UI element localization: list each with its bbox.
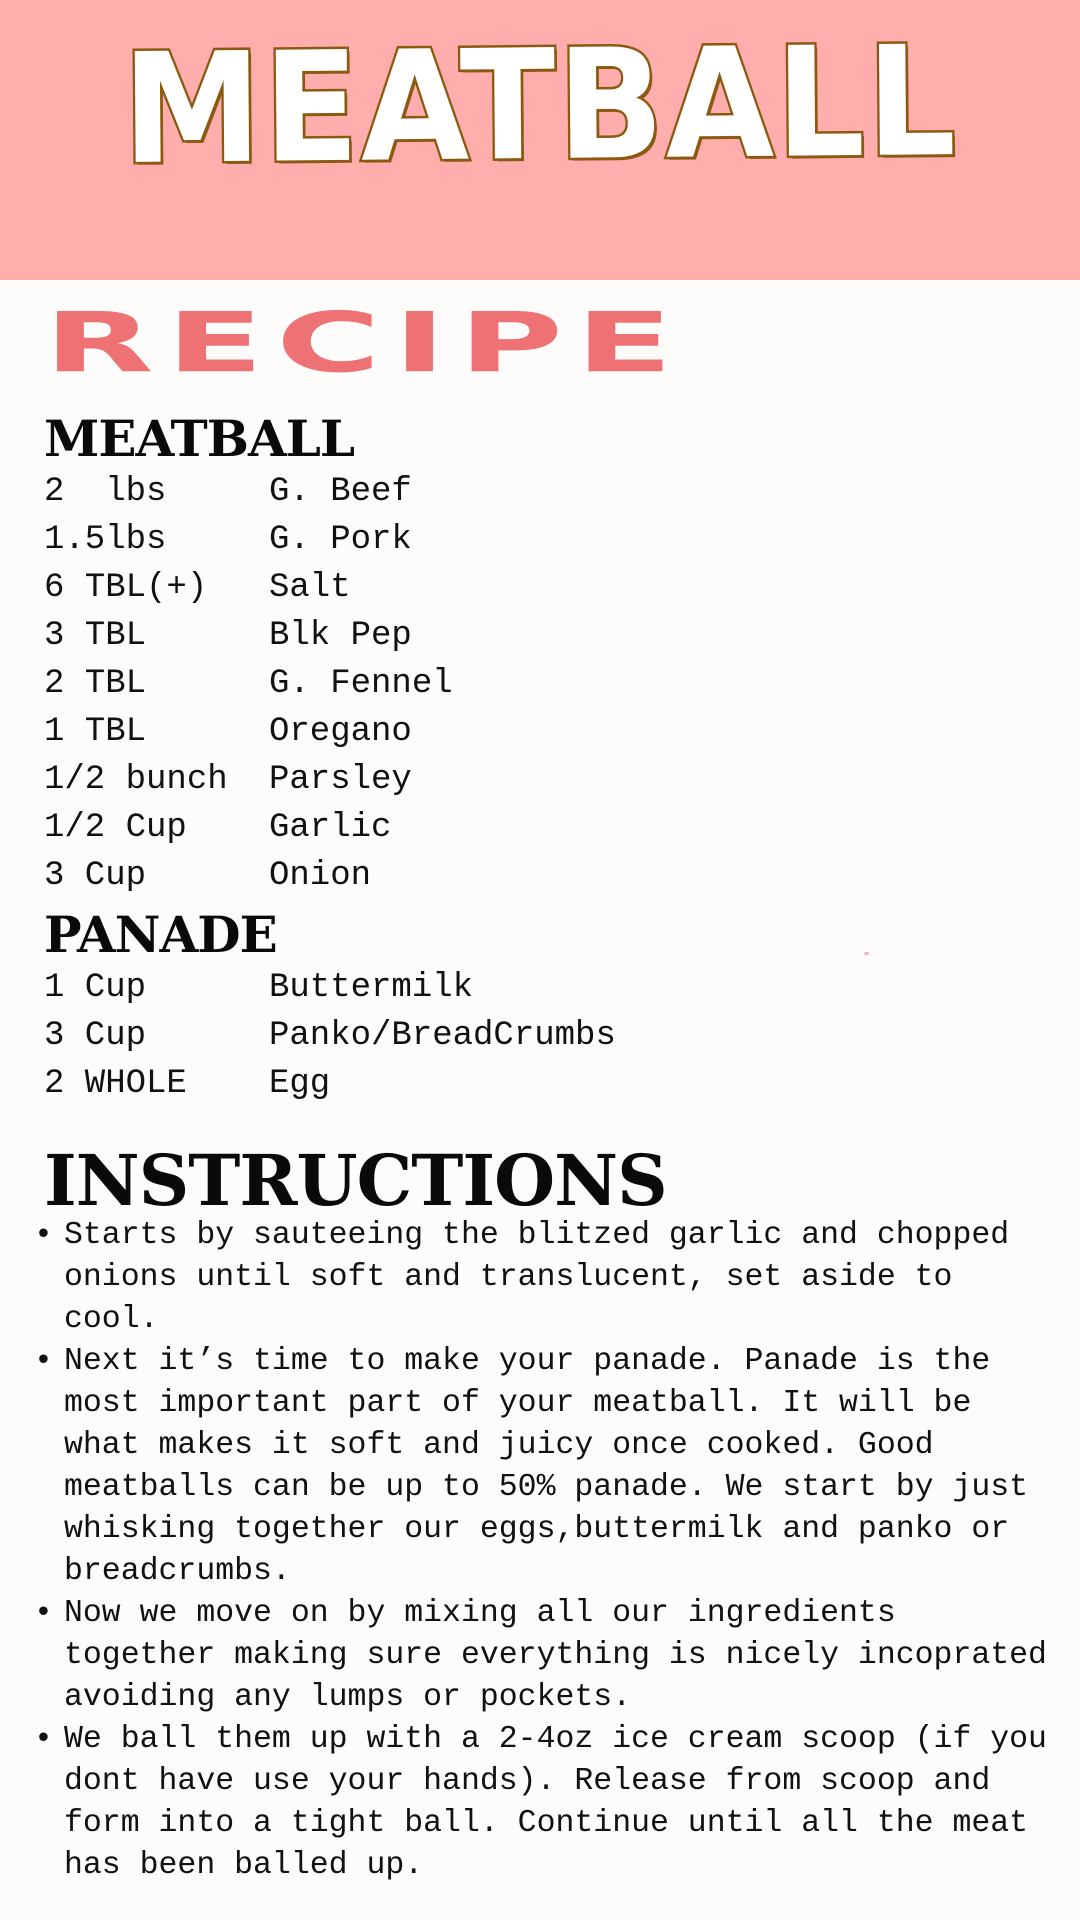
ingredient-row [44, 516, 453, 564]
recipe-label: RECIPE [44, 294, 686, 392]
ingredient-quantity: 2 TBL [44, 665, 147, 703]
instructions-list [30, 1215, 1050, 1887]
instruction-step [30, 1341, 1050, 1593]
ingredient-quantity: 1/2 Cup [44, 809, 187, 847]
ingredient-quantity: 2 lbs [44, 473, 167, 511]
header-banner [0, 0, 1080, 280]
ingredient-quantity: 3 Cup [44, 857, 147, 895]
ingredient-row [44, 964, 616, 1012]
ingredient-name: Oregano [269, 713, 412, 751]
instruction-text: Next it’s time to make your panade. Panade is the most important part of your meatball. It will be what makes it soft and juicy once cooked. Good meatballs can be up to 50% panade. We start by just whisking together our eggs,buttermilk and panko or breadcrumbs. [64, 1344, 1029, 1589]
instructions-heading: INSTRUCTIONS [44, 1139, 667, 1222]
instruction-step [30, 1215, 1050, 1341]
bullet-icon: • [34, 1596, 53, 1631]
ingredient-name: G. Pork [269, 521, 412, 559]
ingredient-row [44, 756, 453, 804]
ingredient-row [44, 564, 453, 612]
ingredient-row [44, 468, 453, 516]
ingredient-name: Salt [269, 569, 351, 607]
ingredient-quantity: 1 Cup [44, 969, 147, 1007]
bullet-icon: • [34, 1218, 53, 1253]
ingredient-quantity: 1 TBL [44, 713, 147, 751]
ingredient-quantity: 1/2 bunch [44, 761, 228, 799]
ingredient-name: Egg [269, 1065, 331, 1103]
ingredient-row [44, 612, 453, 660]
bullet-icon: • [34, 1344, 53, 1379]
ingredient-row [44, 804, 453, 852]
ingredient-name: Garlic [269, 809, 392, 847]
decorative-speck [864, 952, 869, 955]
panade-ingredient-list [44, 964, 616, 1108]
bullet-icon: • [34, 1722, 53, 1757]
instruction-text: Now we move on by mixing all our ingredients together making sure everything is nicely incoprated avoiding any lumps or pockets. [64, 1596, 1047, 1715]
ingredient-name: Parsley [269, 761, 412, 799]
ingredient-name: Blk Pep [269, 617, 412, 655]
ingredient-quantity: 1.5lbs [44, 521, 167, 559]
instruction-text: We ball them up with a 2-4oz ice cream scoop (if you dont have use your hands). Release from scoop and form into a tight ball. Continue until all the meat has been balled up. [64, 1722, 1047, 1883]
ingredient-name: Buttermilk [269, 969, 474, 1007]
ingredient-name: G. Fennel [269, 665, 453, 703]
instruction-step [30, 1593, 1050, 1719]
ingredient-name: Onion [269, 857, 372, 895]
ingredient-quantity: 3 Cup [44, 1017, 147, 1055]
ingredient-quantity: 6 TBL(+) [44, 569, 208, 607]
instruction-step [30, 1719, 1050, 1887]
ingredient-quantity: 2 WHOLE [44, 1065, 187, 1103]
meatball-ingredient-list [44, 468, 453, 900]
ingredient-row [44, 660, 453, 708]
ingredient-name: G. Beef [269, 473, 412, 511]
meatball-heading: MEATBALL [44, 409, 355, 468]
panade-heading: PANADE [44, 905, 277, 964]
ingredient-name: Panko/BreadCrumbs [269, 1017, 616, 1055]
ingredient-row [44, 1060, 616, 1108]
instruction-text: Starts by sauteeing the blitzed garlic and chopped onions until soft and translucent, set aside to cool. [64, 1218, 1010, 1337]
ingredient-row [44, 1012, 616, 1060]
banner-title: MEATBALL [121, 13, 959, 198]
ingredient-row [44, 852, 453, 900]
ingredient-row [44, 708, 453, 756]
ingredient-quantity: 3 TBL [44, 617, 147, 655]
